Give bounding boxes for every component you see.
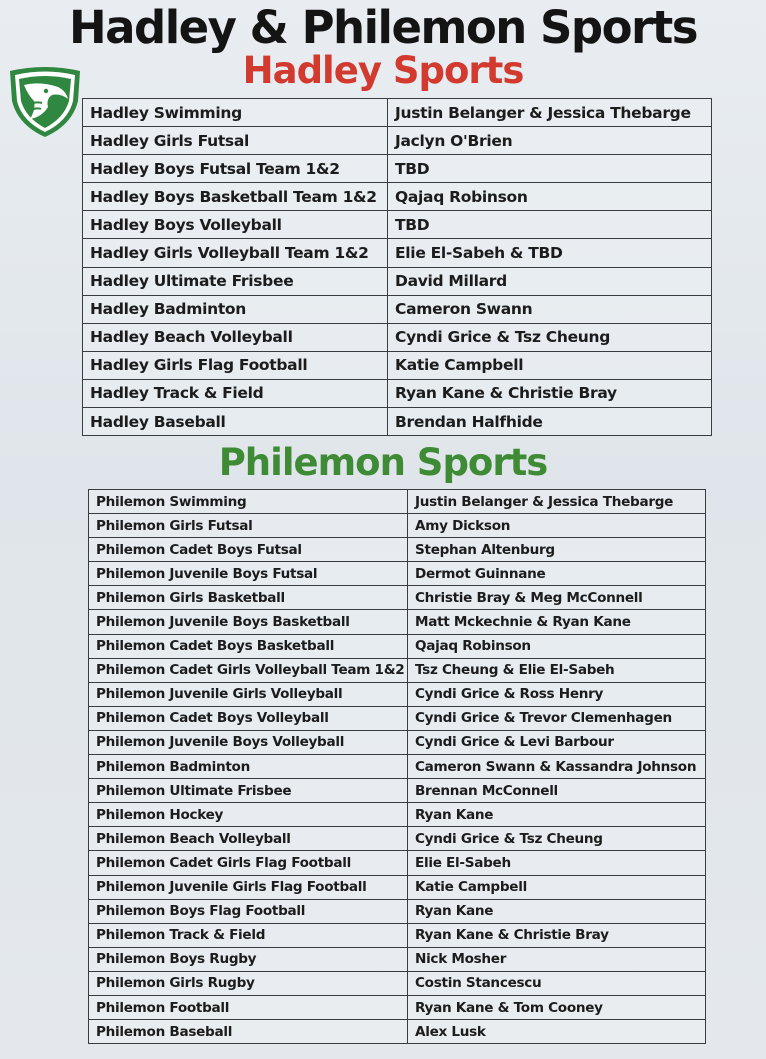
coach-name-cell: Tsz Cheung & Elie El-Sabeh [408, 658, 706, 682]
sport-name-cell: Philemon Cadet Boys Futsal [89, 538, 408, 562]
coach-name-cell: Ryan Kane [408, 899, 706, 923]
sport-name-cell: Philemon Cadet Girls Flag Football [89, 851, 408, 875]
coach-name-cell: Qajaq Robinson [388, 183, 712, 211]
philemon-section-title: Philemon Sports [218, 441, 548, 484]
table-row [89, 634, 706, 658]
table-row [89, 803, 706, 827]
coach-name-cell: Ryan Kane & Christie Bray [388, 379, 712, 407]
hadley-section-title: Hadley Sports [242, 49, 524, 92]
sport-name-cell: Philemon Boys Rugby [89, 947, 408, 971]
coach-name-cell: Christie Bray & Meg McConnell [408, 586, 706, 610]
philemon-roster-table [88, 489, 706, 1044]
sport-name-cell: Philemon Juvenile Boys Volleyball [89, 730, 408, 754]
coach-name-cell: Katie Campbell [388, 351, 712, 379]
sport-name-cell: Philemon Juvenile Girls Volleyball [89, 682, 408, 706]
coach-name-cell: TBD [388, 211, 712, 239]
coach-name-cell: Cyndi Grice & Levi Barbour [408, 730, 706, 754]
coach-name-cell: Brennan McConnell [408, 779, 706, 803]
coach-name-cell: Alex Lusk [408, 1020, 706, 1044]
table-row [89, 562, 706, 586]
table-row [89, 827, 706, 851]
table-row [89, 875, 706, 899]
sport-name-cell: Hadley Boys Futsal Team 1&2 [83, 155, 388, 183]
table-row [89, 514, 706, 538]
table-row [89, 490, 706, 514]
table-row [89, 851, 706, 875]
table-row [89, 947, 706, 971]
table-row [83, 155, 712, 183]
sport-name-cell: Philemon Track & Field [89, 923, 408, 947]
coach-name-cell: Katie Campbell [408, 875, 706, 899]
coach-name-cell: Dermot Guinnane [408, 562, 706, 586]
coach-name-cell: Jaclyn O'Brien [388, 127, 712, 155]
coach-name-cell: Stephan Altenburg [408, 538, 706, 562]
coach-name-cell: Elie El-Sabeh [408, 851, 706, 875]
table-row [83, 351, 712, 379]
coach-name-cell: Cyndi Grice & Trevor Clemenhagen [408, 706, 706, 730]
table-row [83, 99, 712, 127]
sport-name-cell: Hadley Ultimate Frisbee [83, 267, 388, 295]
coach-name-cell: Matt Mckechnie & Ryan Kane [408, 610, 706, 634]
coach-name-cell: Justin Belanger & Jessica Thebarge [408, 490, 706, 514]
coach-name-cell: Nick Mosher [408, 947, 706, 971]
sport-name-cell: Hadley Girls Flag Football [83, 351, 388, 379]
coach-name-cell: Ryan Kane & Tom Cooney [408, 995, 706, 1019]
coach-name-cell: TBD [388, 155, 712, 183]
table-row [89, 1020, 706, 1044]
sport-name-cell: Philemon Juvenile Boys Basketball [89, 610, 408, 634]
sport-name-cell: Philemon Boys Flag Football [89, 899, 408, 923]
sport-name-cell: Hadley Swimming [83, 99, 388, 127]
table-row [83, 183, 712, 211]
sport-name-cell: Philemon Cadet Boys Basketball [89, 634, 408, 658]
table-row [89, 755, 706, 779]
sport-name-cell: Philemon Baseball [89, 1020, 408, 1044]
sport-name-cell: Hadley Girls Volleyball Team 1&2 [83, 239, 388, 267]
table-row [83, 239, 712, 267]
page-title: Hadley & Philemon Sports [68, 1, 697, 54]
table-row [89, 538, 706, 562]
sport-name-cell: Hadley Beach Volleyball [83, 323, 388, 351]
coach-name-cell: Ryan Kane [408, 803, 706, 827]
sport-name-cell: Philemon Girls Futsal [89, 514, 408, 538]
coach-name-cell: Justin Belanger & Jessica Thebarge [388, 99, 712, 127]
table-row [89, 682, 706, 706]
sport-name-cell: Philemon Juvenile Boys Futsal [89, 562, 408, 586]
coach-name-cell: Cyndi Grice & Tsz Cheung [388, 323, 712, 351]
table-row [83, 323, 712, 351]
table-row [83, 211, 712, 239]
coach-name-cell: Costin Stancescu [408, 971, 706, 995]
coach-name-cell: Amy Dickson [408, 514, 706, 538]
coach-name-cell: Cyndi Grice & Ross Henry [408, 682, 706, 706]
sport-name-cell: Philemon Badminton [89, 755, 408, 779]
sport-name-cell: Hadley Boys Volleyball [83, 211, 388, 239]
table-row [89, 923, 706, 947]
table-row [89, 610, 706, 634]
sport-name-cell: Hadley Baseball [83, 408, 388, 436]
table-row [89, 586, 706, 610]
coach-name-cell: Qajaq Robinson [408, 634, 706, 658]
hadley-roster-table [82, 98, 712, 436]
table-row [89, 706, 706, 730]
table-row [89, 779, 706, 803]
sport-name-cell: Philemon Cadet Girls Volleyball Team 1&2 [89, 658, 408, 682]
sport-name-cell: Philemon Cadet Boys Volleyball [89, 706, 408, 730]
sport-name-cell: Philemon Football [89, 995, 408, 1019]
table-row [89, 658, 706, 682]
sport-name-cell: Philemon Ultimate Frisbee [89, 779, 408, 803]
sport-name-cell: Hadley Track & Field [83, 379, 388, 407]
sport-name-cell: Philemon Girls Rugby [89, 971, 408, 995]
coach-name-cell: David Millard [388, 267, 712, 295]
coach-name-cell: Cameron Swann & Kassandra Johnson [408, 755, 706, 779]
coach-name-cell: Ryan Kane & Christie Bray [408, 923, 706, 947]
sport-name-cell: Hadley Girls Futsal [83, 127, 388, 155]
coach-name-cell: Cyndi Grice & Tsz Cheung [408, 827, 706, 851]
table-row [83, 408, 712, 436]
coach-name-cell: Brendan Halfhide [388, 408, 712, 436]
table-row [83, 379, 712, 407]
sport-name-cell: Philemon Juvenile Girls Flag Football [89, 875, 408, 899]
sport-name-cell: Philemon Beach Volleyball [89, 827, 408, 851]
coach-name-cell: Cameron Swann [388, 295, 712, 323]
table-row [89, 730, 706, 754]
table-row [83, 295, 712, 323]
table-row [83, 267, 712, 295]
sport-name-cell: Hadley Boys Basketball Team 1&2 [83, 183, 388, 211]
sport-name-cell: Philemon Swimming [89, 490, 408, 514]
table-row [89, 899, 706, 923]
table-row [89, 971, 706, 995]
table-row [83, 127, 712, 155]
sport-name-cell: Hadley Badminton [83, 295, 388, 323]
table-row [89, 995, 706, 1019]
coach-name-cell: Elie El-Sabeh & TBD [388, 239, 712, 267]
sport-name-cell: Philemon Girls Basketball [89, 586, 408, 610]
sport-name-cell: Philemon Hockey [89, 803, 408, 827]
